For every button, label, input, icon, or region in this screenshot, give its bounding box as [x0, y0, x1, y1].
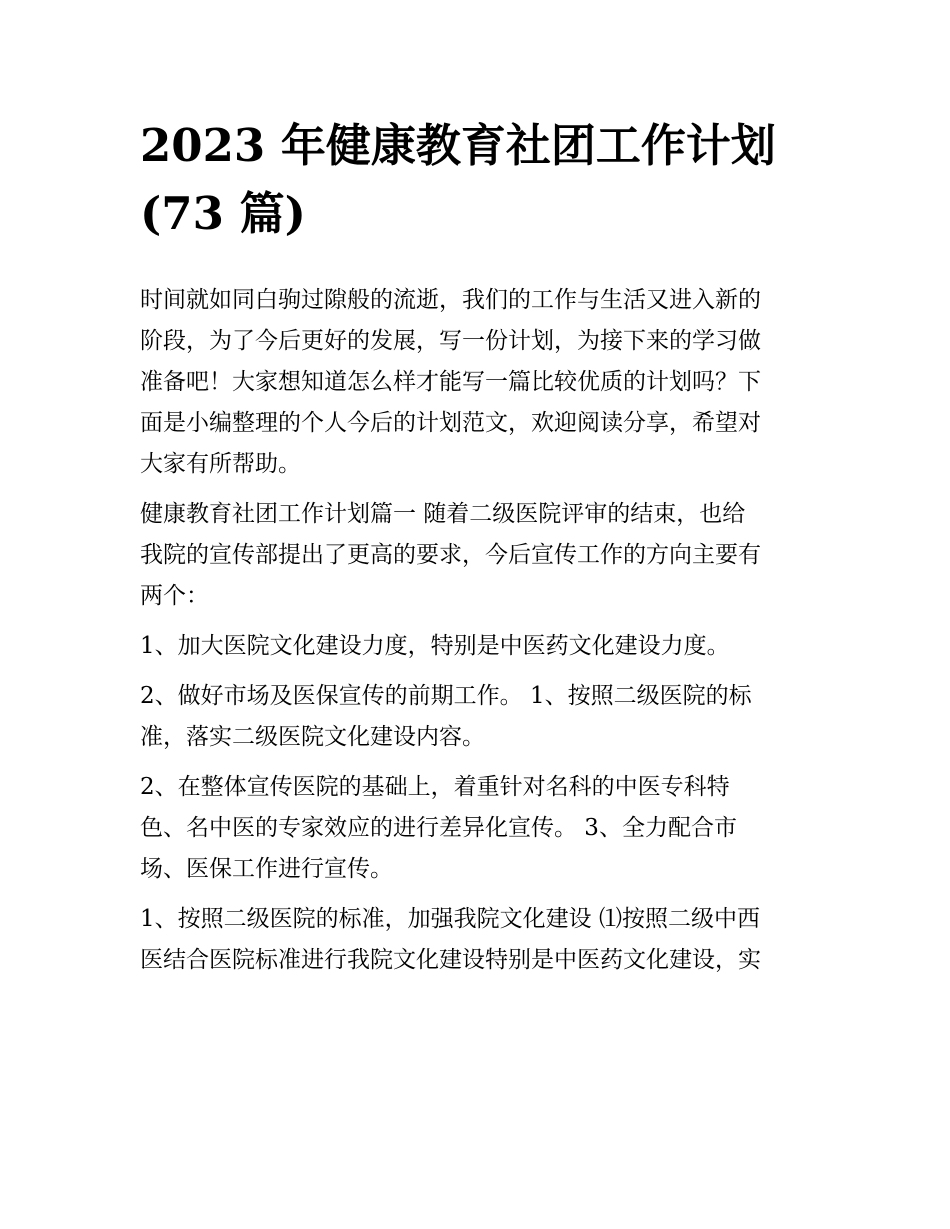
paragraph-item-2	[140, 676, 830, 758]
paragraph-line: 1、按照二级医院的标准，加强我院文化建设 ⑴按照二级中西	[140, 906, 760, 932]
paragraph-line: 2、做好市场及医保宣传的前期工作。 1、按照二级医院的标	[140, 683, 752, 709]
paragraph-line: 时间就如同白驹过隙般的流逝，我们的工作与生活又进入新的	[140, 287, 761, 313]
paragraph-plan-one	[140, 494, 830, 617]
paragraph-line: 我院的宣传部提出了更高的要求，今后宣传工作的方向主要有	[140, 542, 761, 568]
paragraph-line: 阶段，为了今后更好的发展，写一份计划，为接下来的学习做	[140, 328, 761, 354]
paragraph-line: 医结合医院标准进行我院文化建设特别是中医药文化建设，实	[140, 947, 761, 973]
document-title	[140, 112, 830, 248]
paragraph-line: 准备吧！大家想知道怎么样才能写一篇比较优质的计划吗？下	[140, 369, 761, 395]
paragraph-line: 大家有所帮助。	[140, 451, 301, 477]
title-line-1: 2023 年健康教育社团工作计划	[140, 119, 776, 172]
paragraph-line: 准，落实二级医院文化建设内容。	[140, 724, 485, 750]
paragraph-line: 场、医保工作进行宣传。	[140, 856, 393, 882]
paragraph-item-1	[140, 626, 830, 667]
paragraph-line: 健康教育社团工作计划篇一 随着二级医院评审的结束，也给	[140, 501, 746, 527]
paragraph-intro	[140, 280, 830, 485]
paragraph-item-1b	[140, 899, 830, 981]
paragraph-line: 2、在整体宣传医院的基础上，着重针对名科的中医专科特	[140, 774, 730, 800]
paragraph-line: 两个：	[140, 583, 209, 609]
title-line-2: (73 篇)	[140, 187, 306, 240]
paragraph-line: 面是小编整理的个人今后的计划范文，欢迎阅读分享，希望对	[140, 410, 761, 436]
paragraph-item-2b	[140, 767, 830, 890]
paragraph-line: 色、名中医的专家效应的进行差异化宣传。 3、全力配合市	[140, 815, 737, 841]
paragraph-line: 1、加大医院文化建设力度，特别是中医药文化建设力度。	[140, 633, 730, 659]
document-body	[140, 280, 830, 990]
